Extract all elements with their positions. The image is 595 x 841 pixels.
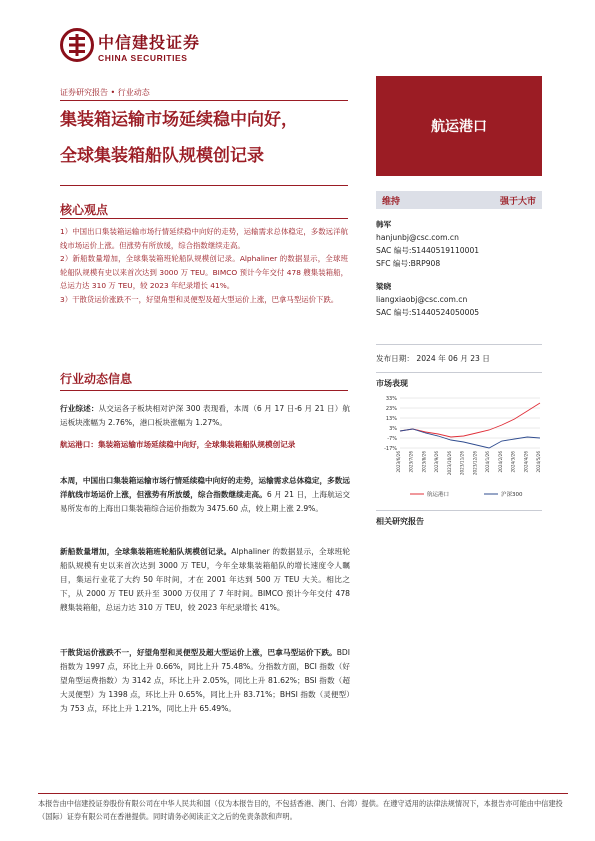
brand-name-cn: 中信建投证券 <box>98 33 201 52</box>
chart-legend-label: 航运港口 <box>427 492 450 498</box>
chart-y-tick-label: 33% <box>385 396 397 402</box>
paragraph-container-rates-body: 6 月 21 日，上海航运交易所发布的上海出口集装箱综合运价指数为 3475.60 点，较上期上涨 2.9%。 <box>60 490 350 513</box>
market-chart-svg <box>376 392 546 502</box>
analyst-email[interactable]: liangxiaobj@csc.com.cn <box>376 295 468 304</box>
chart-series-line-1 <box>400 429 540 448</box>
core-point: 2）新船数量增加，全球集装箱班轮船队规模创记录。Alphaliner 的数据显示，全球班轮船队规模有史以来首次达到 3000 万 TEU。BIMCO 预计今年交付 478 艘集装箱船，总运力达 310 万 TEU，较 2023 年纪录增长 41%。 <box>60 254 348 291</box>
core-point: 3）干散货运价涨跌不一，好望角型和灵便型及超大型运价上涨，巴拿马型运价下跌。 <box>60 294 339 304</box>
chart-x-tick-label: 2024/5/26 <box>536 451 541 473</box>
analyst-name: 梁晓 <box>376 282 392 291</box>
rating-label: 维持 <box>382 196 401 207</box>
chart-x-tick-label: 2024/3/26 <box>510 451 516 473</box>
analyst-sfc: SFC 编号:BRP908 <box>376 259 441 268</box>
chart-x-tick-label: 2023/12/26 <box>472 451 478 476</box>
chart-y-tick-label: 3% <box>389 426 397 432</box>
brand-logo <box>60 22 230 74</box>
analyst-sac: SAC 编号:S1440524050005 <box>376 308 480 317</box>
date-rule <box>376 344 542 345</box>
paragraph-fleet-lead: 新船数量增加，全球集装箱班轮船队规模创记录。 <box>60 547 232 556</box>
brand-mark-icon <box>60 28 94 62</box>
paragraph-dry-bulk-lead: 干散货运价涨跌不一，好望角型和灵便型及超大型运价上涨，巴拿马型运价下跌。 <box>60 648 337 657</box>
chart-y-tick-label: 23% <box>385 406 397 412</box>
report-title-line1: 集装箱运输市场延续稳中向好， <box>60 110 298 130</box>
chart-y-tick-label: 13% <box>385 416 397 422</box>
chart-x-tick-label: 2024/2/26 <box>497 451 503 473</box>
market-heading: 市场表现 <box>376 379 408 388</box>
publish-date: 发布日期： 2024 年 06 月 23 日 <box>376 354 490 363</box>
news-rule <box>60 390 348 391</box>
core-heading: 核心观点 <box>60 203 109 217</box>
paragraph-dry-bulk-body: BDI 指数为 1997 点，环比上升 0.66%，同比上升 75.48%。分指数方面，BCI 指数（好望角型运费指数）为 3142 点，环比上升 2.05%，同比上升 81.62%；BSI 指数（超大灵便型）为 1398 点，环比上升 0.65%，同比上升 83.71%；BHSI 指数（灵便型）为 753 点，环比上升 1.21%，同比上升 65.49%。 <box>60 648 350 713</box>
chart-x-tick-label: 2024/4/26 <box>523 451 529 473</box>
chart-x-tick-label: 2023/11/26 <box>459 451 465 476</box>
related-reports-heading: 相关研究报告 <box>376 517 424 526</box>
analyst-sac: SAC 编号:S1440519110001 <box>376 246 480 255</box>
chart-x-tick-label: 2024/1/26 <box>485 451 491 473</box>
chart-y-tick-label: -7% <box>387 436 397 442</box>
report-title-line2: 全球集装箱船队规模创记录 <box>60 146 264 166</box>
overview-paragraph <box>60 402 350 430</box>
title-rule <box>60 185 348 186</box>
rating-bar <box>376 191 542 209</box>
chart-y-tick-label: -17% <box>384 446 397 452</box>
analyst-card <box>376 280 546 319</box>
header-rule <box>60 100 348 101</box>
chart-x-tick-label: 2023/8/26 <box>421 451 427 473</box>
footer-rule <box>38 793 568 794</box>
brand-name-en: CHINA SECURITIES <box>98 53 188 63</box>
overview-text: 从交运各子板块相对沪深 300 表现看，本周（6 月 17 日-6 月 21 日）航运板块涨幅为 2.76%，港口板块涨幅为 1.27%。 <box>60 404 351 427</box>
paragraph-dry-bulk <box>60 646 350 716</box>
chart-x-tick-label: 2023/6/26 <box>396 451 401 473</box>
chart-x-tick-label: 2023/10/26 <box>446 451 452 476</box>
news-heading: 行业动态信息 <box>60 372 133 386</box>
news-subheading <box>60 438 350 452</box>
paragraph-container-rates <box>60 474 350 516</box>
chart-legend-label: 沪深300 <box>501 492 523 498</box>
related-rule-top <box>376 510 542 511</box>
overview-label: 行业综述： <box>60 404 99 413</box>
market-rule <box>376 372 542 373</box>
analyst-email[interactable]: hanjunbj@csc.com.cn <box>376 233 459 242</box>
core-rule <box>60 218 348 219</box>
paragraph-fleet-body: Alphaliner 的数据显示，全球班轮船队规模有史以来首次达到 3000 万 TEU，今年全球集装箱船队的增长速度令人瞩目，集运行业花了大约 50 年时间，才在 2001 年达到 500 万 TEU 大关。相比之下，从 2000 万 TEU 跃升至 3000 万仅用了 7 年时间。BIMCO 预计今年交付 478 艘集装箱船，总运力达 310 万 TEU，较 2023 年纪录增长 41%。 <box>60 547 350 612</box>
chart-x-tick-label: 2023/9/26 <box>434 451 440 473</box>
analyst-card <box>376 218 546 270</box>
core-point: 1）中国出口集装箱运输市场行情延续稳中向好的走势，运输需求总体稳定，多数远洋航线市场运价上涨。但涨势有所放缓，综合指数继续走高。 <box>60 227 348 250</box>
report-category: 证券研究报告 • 行业动态 <box>60 88 150 97</box>
market-performance-chart <box>376 392 546 502</box>
chart-x-tick-label: 2023/7/26 <box>408 451 414 473</box>
disclaimer: 本报告由中信建投证券股份有限公司在中华人民共和国（仅为本报告目的，不包括香港、澳门、台湾）提供。在遵守适用的法律法规情况下，本报告亦可能由中信建投（国际）证券有限公司在香港提供。同时请务必阅读正文之后的免责条款和声明。 <box>38 799 563 821</box>
industry-tag: 航运港口 <box>376 76 542 176</box>
paragraph-container-rates-lead: 本周，中国出口集装箱运输市场行情延续稳中向好的走势，运输需求总体稳定，多数远洋航线市场运价上涨，但涨势有所放缓，综合指数继续走高。 <box>60 476 350 499</box>
paragraph-fleet <box>60 545 350 615</box>
rating-value: 强于大市 <box>499 196 536 207</box>
analyst-name: 韩军 <box>376 220 392 229</box>
news-subheading-text: 航运港口：集装箱运输市场延续稳中向好，全球集装箱船队规模创记录 <box>60 440 296 449</box>
core-points <box>60 225 348 307</box>
